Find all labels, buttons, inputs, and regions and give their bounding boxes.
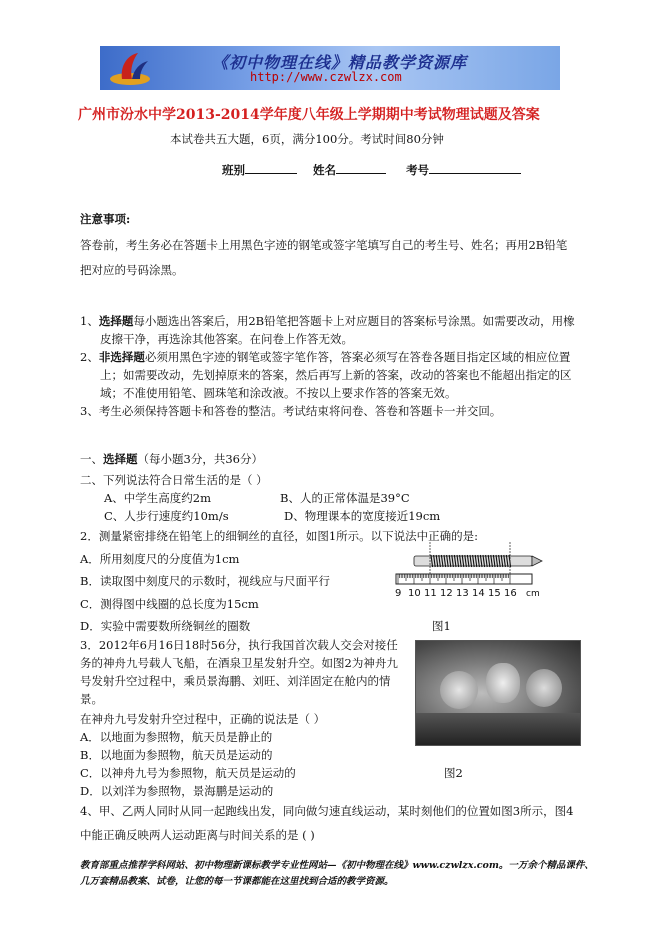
- figure-2-photo: [415, 640, 581, 746]
- site-logo-icon: [108, 49, 152, 87]
- notes-item-2-cont-2: 域；不准使用铅笔、圆珠笔和涂改液。不按以上要求作答的答案无效。: [100, 386, 457, 400]
- notes-item-1-cont: 皮擦干净，再选涂其他答案。在问卷上作答无效。: [100, 332, 353, 346]
- ruler-tick-label: 12: [440, 588, 453, 599]
- notes-item-2: 2、非选择题必须用黑色字迹的钢笔或签字笔作答，答案必须写在答卷各题目指定区域的相应位置: [80, 350, 571, 364]
- exam-title: 广州市汾水中学2013-2014学年度八年级上学期期中考试物理试题及答案: [78, 107, 540, 123]
- q3-option-a: A．以地面为参照物，航天员是静止的: [80, 730, 273, 744]
- q2-stem: 2．测量紧密排绕在铅笔上的细铜丝的直径，如图1所示。以下说法中正确的是:: [80, 529, 479, 543]
- ruler-tick-label: 16: [504, 588, 517, 599]
- q3-line-4: 景。: [80, 692, 103, 706]
- figure-2-label: 图2: [444, 766, 463, 780]
- ruler-tick-label: 9: [395, 588, 402, 599]
- notes-intro-2: 把对应的号码涂黑。: [80, 263, 184, 277]
- student-fields: [222, 160, 521, 179]
- footer-line-1: 教育部重点推荐学科网站、初中物理新课标教学专业性网站—《初中物理在线》www.czwlzx.com。一万余个精品课件、: [80, 860, 594, 871]
- notes-heading: 注意事项:: [80, 212, 131, 226]
- id-label: 考号: [406, 163, 430, 177]
- q3-option-d: D．以刘洋为参照物，景海鹏是运动的: [80, 784, 274, 798]
- q3-line-3: 号发射升空过程中，乘员景海鹏、刘旺、刘洋固定在舱内的情: [80, 674, 391, 688]
- notes-item-2-cont-1: 上；如需要改动，先划掉原来的答案，然后再写上新的答案，改动的答案也不能超出指定的区: [100, 368, 572, 382]
- name-blank[interactable]: [336, 160, 386, 174]
- q1-stem: 二、下列说法符合日常生活的是（ ）: [80, 473, 268, 487]
- q3-option-b: B．以地面为参照物，航天员是运动的: [80, 748, 273, 762]
- banner-title: 《初中物理在线》精品教学资源库: [212, 53, 468, 72]
- ruler-tick-label: 11: [424, 588, 437, 599]
- ruler-tick-label: 13: [456, 588, 469, 599]
- notes-intro-1: 答卷前，考生务必在答题卡上用黑色字迹的钢笔或签字笔填写自己的考生号、姓名；再用2B铅笔: [80, 238, 568, 252]
- q1-option-c: C、人步行速度约10m/s: [104, 509, 229, 523]
- footer-line-2: 几万套精品教案、试卷，让您的每一节课都能在这里找到合适的教学资源。: [80, 876, 394, 887]
- section1-heading: 一、选择题（每小题3分，共36分）: [80, 452, 263, 466]
- q2-option-b: B．读取图中刻度尺的示数时，视线应与尺面平行: [80, 574, 330, 588]
- q4-line-1: 4、甲、乙两人同时从同一起跑线出发，同向做匀速直线运动，某时刻他们的位置如图3所示，图4: [80, 804, 574, 818]
- notes-item-3: 3、考生必须保持答题卡和答卷的整洁。考试结束将问卷、答卷和答题卡一并交回。: [80, 404, 502, 418]
- q3-option-c: C．以神舟九号为参照物，航天员是运动的: [80, 766, 296, 780]
- q3-line-2: 务的神舟九号载人飞船，在酒泉卫星发射升空。如图2为神舟九: [80, 656, 398, 670]
- ruler-unit-label: cm: [526, 589, 540, 599]
- figure-1-ruler: [386, 538, 546, 600]
- notes-item-1: 1、选择题每小题选出答案后，用2B铅笔把答题卡上对应题目的答案标号涂黑。如需要改动，用橡: [80, 314, 575, 328]
- name-label: 姓名: [313, 163, 337, 177]
- ruler-tick-label: 15: [488, 588, 501, 599]
- header-banner: [100, 46, 560, 90]
- q4-line-2: 中能正确反映两人运动距离与时间关系的是 ( ): [80, 828, 315, 842]
- ruler-tick-label: 14: [472, 588, 485, 599]
- class-label: 班别: [222, 163, 245, 177]
- q2-option-a: A．所用刻度尺的分度值为1cm: [80, 552, 240, 566]
- id-blank[interactable]: [429, 160, 521, 174]
- q2-option-c: C．测得图中线圈的总长度为15cm: [80, 597, 259, 611]
- q1-option-a: A、中学生高度约2m: [104, 491, 212, 505]
- exam-info: 本试卷共五大题，6页，满分100分。考试时间80分钟: [170, 132, 444, 146]
- q1-option-d: D、物理课本的宽度接近19cm: [284, 509, 441, 523]
- q1-option-b: B、人的正常体温是39°C: [280, 491, 410, 505]
- q2-option-d: D．实验中需要数所绕铜丝的圈数: [80, 619, 251, 633]
- class-blank[interactable]: [245, 160, 297, 174]
- q3-line-1: 3．2012年6月16日18时56分，执行我国首次载人交会对接任: [80, 638, 398, 652]
- q3-question: 在神舟九号发射升空过程中，正确的说法是（ ）: [80, 712, 326, 726]
- banner-url: http://www.czwlzx.com: [250, 70, 402, 84]
- ruler-tick-label: 10: [408, 588, 421, 599]
- figure-1-label: 图1: [432, 619, 451, 633]
